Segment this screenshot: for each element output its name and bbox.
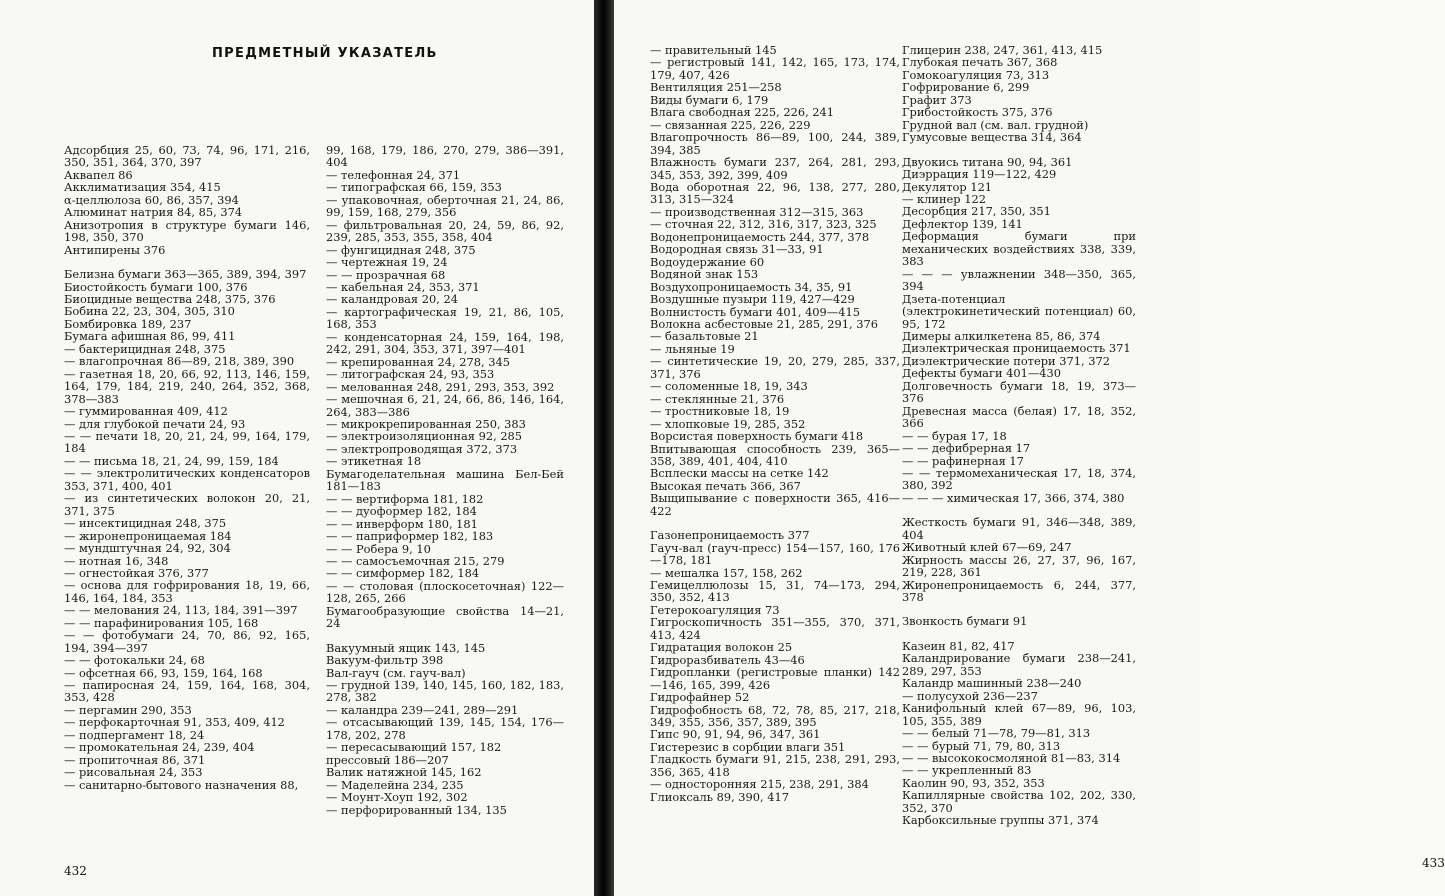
index-entry: Казеин 81, 82, 417 xyxy=(902,638,1015,653)
index-entry: Водородная связь 31—33, 91 xyxy=(650,242,824,257)
index-entry: — жиронепроницаемая 184 xyxy=(64,528,232,543)
index-entry: — производственная 312—315, 363 xyxy=(650,204,864,219)
index-entry: — газетная 18, 20, 66, 92, 113, 146, 159, 164, 179, 184, 219, 240, 264, 352, 368, 378—383 xyxy=(64,366,310,406)
index-entry: Водоудержание 60 xyxy=(650,254,765,269)
index-entry: — — прозрачная 68 xyxy=(326,267,446,282)
index-entry: — — столовая (плоскосеточная) 122—128, 265, 266 xyxy=(326,578,564,606)
index-entry: Гемицеллюлозы 15, 31, 74—173, 294, 350, 352, 413 xyxy=(650,578,900,605)
index-entry: — связанная 225, 226, 229 xyxy=(650,117,811,132)
index-entry: — огнестойкая 376, 377 xyxy=(64,565,209,580)
book-gutter xyxy=(594,0,614,896)
index-entry: — санитарно-бытового назначения 88, xyxy=(64,777,299,792)
index-entry: — телефонная 24, 371 xyxy=(326,167,461,182)
index-entry: — для глубокой печати 24, 93 xyxy=(64,416,246,431)
index-entry: — льняные 19 xyxy=(650,341,735,356)
index-entry: — пергамин 290, 353 xyxy=(64,702,192,717)
index-entry: — — — химическая 17, 366, 374, 380 xyxy=(902,490,1125,505)
index-entry: — основа для гофрирования 18, 19, 66, 146, 164, 184, 353 xyxy=(64,578,310,605)
index-entry: Десорбция 217, 350, 351 xyxy=(902,204,1051,219)
index-entry: Каолин 90, 93, 352, 353 xyxy=(902,775,1045,790)
index-entry: — стеклянные 21, 376 xyxy=(650,391,785,406)
index-entry: — чертежная 19, 24 xyxy=(326,255,448,270)
index-entry: — упаковочная, оберточная 21, 24, 86, 99, 159, 168, 279, 356 xyxy=(326,192,564,220)
index-entry: — — белый 71—78, 79—81, 313 xyxy=(902,726,1091,741)
index-entry: Бумагообразующие свойства 14—21, 24 xyxy=(326,603,564,631)
index-entry: Адсорбция 25, 60, 73, 74, 96, 171, 216, 350, 351, 364, 370, 397 xyxy=(64,143,310,170)
index-entry: — — высококосмоляной 81—83, 314 xyxy=(902,751,1121,766)
index-entry: Жиронепроницаемость 6, 244, 377, 378 xyxy=(902,577,1136,605)
left-page xyxy=(0,0,594,896)
index-entry: — офсетная 66, 93, 159, 164, 168 xyxy=(64,665,263,680)
index-entry: — синтетические 19, 20, 279, 285, 337, 371, 376 xyxy=(650,354,900,381)
index-entry: Глубокая печать 367, 368 xyxy=(902,55,1058,70)
index-entry: Вентиляция 251—258 xyxy=(650,80,782,95)
index-entry: — промокательная 24, 239, 404 xyxy=(64,740,255,755)
index-entry: Диэлектрическая проницаемость 371 xyxy=(902,341,1131,356)
index-entry: Валик натяжной 145, 162 xyxy=(326,765,482,780)
index-entry: — — Робера 9, 10 xyxy=(326,541,431,556)
index-entry: — — паприформер 182, 183 xyxy=(326,529,494,544)
index-entry: — Моунт-Хоуп 192, 302 xyxy=(326,790,468,805)
index-entry: — — дефибрерная 17 xyxy=(902,441,1031,456)
index-entry: — гуммированная 409, 412 xyxy=(64,404,228,419)
index-entry: — фунгицидная 248, 375 xyxy=(326,242,476,257)
index-entry: — микрокрепированная 250, 383 xyxy=(326,416,526,431)
index-entry: Гидроразбиватель 43—46 xyxy=(650,652,805,667)
index-entry: Древесная масса (белая) 17, 18, 352, 366 xyxy=(902,403,1136,431)
index-entry: — влагопрочная 86—89, 218, 389, 390 xyxy=(64,354,295,369)
index-entry: — Маделейна 234, 235 xyxy=(326,777,464,792)
index-entry: Гидратация волокон 25 xyxy=(650,640,793,655)
index-entry: Карбоксильные группы 371, 374 xyxy=(902,813,1099,828)
index-entry: — мешочная 6, 21, 24, 66, 86, 146, 164, 264, 383—386 xyxy=(326,392,564,419)
index-entry: Волнистость бумаги 401, 409—415 xyxy=(650,304,860,319)
index-entry: — инсектицидная 248, 375 xyxy=(64,516,227,531)
index-entry: Графит 373 xyxy=(902,92,972,107)
index-entry: — правительный 145 xyxy=(650,43,777,57)
index-entry: — электропроводящая 372, 373 xyxy=(326,441,518,456)
index-entry: — — укрепленный 83 xyxy=(902,763,1032,778)
index-entry: — мундштучная 24, 92, 304 xyxy=(64,541,231,556)
index-entry: Димеры алкилкетена 85, 86, 374 xyxy=(902,328,1101,343)
index-entry: Влажность бумаги 237, 264, 281, 293, 345, 353, 392, 399, 409 xyxy=(650,155,900,182)
index-entry: 99, 168, 179, 186, 270, 279, 386—391, 404 xyxy=(326,143,564,170)
index-entry: — полусухой 236—237 xyxy=(902,688,1038,703)
index-entry: Влагопрочность 86—89, 100, 244, 389, 394, 385 xyxy=(650,130,900,157)
index-entry: — мелованная 248, 291, 293, 353, 392 xyxy=(326,379,555,394)
index-entry: Гистерезис в сорбции влаги 351 xyxy=(650,739,846,754)
index-entry: Выщипывание с поверхности 365, 416—422 xyxy=(650,491,900,518)
index-entry: — перфокарточная 91, 353, 409, 412 xyxy=(64,715,285,730)
index-entry: Вал-гауч (см. гауч-вал) xyxy=(326,665,466,680)
index-entry: — крепированная 24, 278, 345 xyxy=(326,354,510,369)
index-entry: Волокна асбестовые 21, 285, 291, 376 xyxy=(650,316,879,331)
index-entry: — типографская 66, 159, 353 xyxy=(326,180,502,195)
index-entry: Алюминат натрия 84, 85, 374 xyxy=(64,205,243,220)
index-entry: — — бурый 71, 79, 80, 313 xyxy=(902,738,1061,753)
index-entry: — подпергамент 18, 24 xyxy=(64,727,205,742)
index-entry: — грудной 139, 140, 145, 160, 182, 183, 278, 382 xyxy=(326,678,564,705)
index-entry: Антипирены 376 xyxy=(64,242,166,257)
index-entry: — литографская 24, 93, 353 xyxy=(326,367,495,382)
index-entry: Каландрирование бумаги 238—241, 289, 297, 353 xyxy=(902,651,1136,678)
index-entry: Всплески массы на сетке 142 xyxy=(650,466,829,481)
index-entry: — односторонняя 215, 238, 291, 384 xyxy=(650,777,869,792)
index-entry: Высокая печать 366, 367 xyxy=(650,478,801,493)
index-entry: Грибостойкость 375, 376 xyxy=(902,105,1053,120)
index-entry: Каландр машинный 238—240 xyxy=(902,676,1082,691)
index-column-1 xyxy=(64,144,310,791)
index-entry: — — парафинирования 105, 168 xyxy=(64,615,259,630)
index-entry: — — мелования 24, 113, 184, 391—397 xyxy=(64,603,298,618)
index-entry: — пересасывающий 157, 182 xyxy=(326,740,502,755)
index-entry: Воздушные пузыри 119, 427—429 xyxy=(650,292,855,307)
index-entry: — каландра 239—241, 289—291 xyxy=(326,702,519,717)
index-entry: — сточная 22, 312, 316, 317, 323, 325 xyxy=(650,217,877,232)
index-entry: Впитывающая способность 239, 365—358, 389, 401, 404, 410 xyxy=(650,441,900,468)
index-entry: — электроизоляционная 92, 285 xyxy=(326,429,523,444)
index-entry: — — самосъемочная 215, 279 xyxy=(326,553,505,568)
index-entry: Гидрофобность 68, 72, 78, 85, 217, 218, 349, 355, 356, 357, 389, 395 xyxy=(650,702,900,730)
index-entry: — этикетная 18 xyxy=(326,454,422,469)
index-entry: — отсасывающий 139, 145, 154, 176—178, 202, 278 xyxy=(326,715,564,742)
index-entry: — перфорированный 134, 135 xyxy=(326,802,507,817)
index-entry: — картографическая 19, 21, 86, 105, 168, 353 xyxy=(326,304,564,332)
page-number-left: 432 xyxy=(64,864,87,878)
index-entry: Гипс 90, 91, 94, 96, 347, 361 xyxy=(650,727,821,742)
index-entry: Дефекты бумаги 401—430 xyxy=(902,366,1062,381)
index-entry: Животный клей 67—69, 247 xyxy=(902,540,1072,555)
index-entry: Дефлектор 139, 141 xyxy=(902,216,1023,231)
index-entry: — фильтровальная 20, 24, 59, 86, 92, 239, 285, 353, 355, 358, 404 xyxy=(326,217,564,245)
index-entry: — из синтетических волокон 20, 21, 371, 375 xyxy=(64,491,310,518)
index-entry: Глиоксаль 89, 390, 417 xyxy=(650,789,790,804)
index-entry: — — письма 18, 21, 24, 99, 159, 184 xyxy=(64,453,279,468)
index-entry: Вакуум-фильтр 398 xyxy=(326,653,444,668)
index-entry: Декулятор 121 xyxy=(902,179,993,194)
index-entry: Гумусовые вещества 314, 364 xyxy=(902,130,1082,145)
index-entry: Газонепроницаемость 377 xyxy=(650,528,810,543)
index-entry: Гофрирование 6, 299 xyxy=(902,80,1030,95)
index-entry: — регистровый 141, 142, 165, 173, 174, 179, 407, 426 xyxy=(650,55,900,82)
index-entry: Акклиматизация 354, 415 xyxy=(64,180,221,195)
index-entry: — конденсаторная 24, 159, 164, 198, 242, 291, 304, 353, 371, 397—401 xyxy=(326,329,564,357)
index-entry: Глицерин 238, 247, 361, 413, 415 xyxy=(902,43,1103,57)
index-entry: — — бурая 17, 18 xyxy=(902,428,1007,443)
index-entry: Деформация бумаги при механических воздействиях 338, 339, 383 xyxy=(902,229,1136,269)
index-entry: — нотная 16, 348 xyxy=(64,553,169,568)
index-entry: — папиросная 24, 159, 164, 168, 304, 353, 428 xyxy=(64,678,310,705)
index-entry: — базальтовые 21 xyxy=(650,329,759,344)
index-entry: — — симформер 182, 184 xyxy=(326,566,480,581)
index-entry: — — рафинерная 17 xyxy=(902,453,1024,468)
index-entry: Диэррация 119—122, 429 xyxy=(902,167,1057,182)
index-entry: Капиллярные свойства 102, 202, 330, 352, 370 xyxy=(902,788,1136,815)
index-entry: Гидропланки (регистровые планки) 142—146, 165, 399, 426 xyxy=(650,665,900,692)
index-entry: Гауч-вал (гауч-пресс) 154—157, 160, 176—178, 181 xyxy=(650,540,900,568)
index-entry: Звонкость бумаги 91 xyxy=(902,614,1028,629)
index-entry: — мешалка 157, 158, 262 xyxy=(650,565,803,580)
index-entry: Бобина 22, 23, 304, 305, 310 xyxy=(64,304,235,319)
index-entry: — — электролитических конденсаторов 353, 371, 400, 401 xyxy=(64,466,310,493)
index-entry: Диэлектрические потери 371, 372 xyxy=(902,353,1110,368)
index-entry: Бумагоделательная машина Бел-Бей 181—183 xyxy=(326,466,564,494)
index-entry: — тростниковые 18, 19 xyxy=(650,404,790,419)
index-entry: Гетерокоагуляция 73 xyxy=(650,602,780,617)
index-entry: — каландровая 20, 24 xyxy=(326,292,458,307)
page-number-right: 433 xyxy=(1422,856,1445,870)
section-gap xyxy=(326,630,564,642)
index-entry: Жесткость бумаги 91, 346—348, 389, 404 xyxy=(902,515,1136,542)
index-entry: Гладкость бумаги 91, 215, 238, 291, 293, 356, 365, 418 xyxy=(650,752,900,779)
index-entry: — — термомеханическая 17, 18, 374, 380, 392 xyxy=(902,465,1136,493)
index-entry: — рисовальная 24, 353 xyxy=(64,765,203,780)
index-entry: Биостойкость бумаги 100, 376 xyxy=(64,279,248,294)
index-entry: — бактерицидная 248, 375 xyxy=(64,341,226,356)
index-entry: Водонепроницаемость 244, 377, 378 xyxy=(650,229,870,244)
index-entry: Биоцидные вещества 248, 375, 376 xyxy=(64,291,276,306)
index-entry: Влага свободная 225, 226, 241 xyxy=(650,105,835,120)
index-entry: — — вертиформа 181, 182 xyxy=(326,491,484,506)
index-entry: прессовый 186—207 xyxy=(326,752,449,767)
right-page xyxy=(614,0,1445,896)
index-entry: — клинер 122 xyxy=(902,191,986,206)
section-gap xyxy=(902,144,1136,156)
index-entry: Двуокись титана 90, 94, 361 xyxy=(902,154,1073,169)
index-entry: Жирность массы 26, 27, 37, 96, 167, 219, 228, 361 xyxy=(902,552,1136,580)
index-entry: Ворсистая поверхность бумаги 418 xyxy=(650,429,864,444)
index-entry: — — инверформ 180, 181 xyxy=(326,516,478,531)
page-title: ПРЕДМЕТНЫЙ УКАЗАТЕЛЬ xyxy=(212,46,438,61)
index-entry: — пропиточная 86, 371 xyxy=(64,752,206,767)
index-entry: Гомокоагуляция 73, 313 xyxy=(902,67,1050,82)
index-entry: Долговечность бумаги 18, 19, 373—376 xyxy=(902,378,1136,406)
index-entry: Вакуумный ящик 143, 145 xyxy=(326,640,486,655)
index-column-3 xyxy=(650,44,900,803)
index-entry: Дзета-потенциал (электрокинетический потенциал) 60, 95, 172 xyxy=(902,291,1136,331)
index-column-2 xyxy=(326,144,564,816)
index-entry: Виды бумаги 6, 179 xyxy=(650,92,769,107)
index-entry: — — фотобумаги 24, 70, 86, 92, 165, 194, 394—397 xyxy=(64,628,310,655)
index-entry: Грудной вал (см. вал. грудной) xyxy=(902,117,1089,132)
index-entry: — — дуоформер 182, 184 xyxy=(326,504,477,519)
index-entry: Вода оборотная 22, 96, 138, 277, 280, 313, 315—324 xyxy=(650,179,900,207)
index-entry: Анизотропия в структуре бумаги 146, 198, 350, 370 xyxy=(64,217,310,245)
index-entry: — — печати 18, 20, 21, 24, 99, 164, 179, 184 xyxy=(64,428,310,456)
index-entry: Воздухопроницаемость 34, 35, 91 xyxy=(650,279,853,294)
index-entry: — хлопковые 19, 285, 352 xyxy=(650,416,806,431)
index-entry: Водяной знак 153 xyxy=(650,267,759,282)
index-entry: — соломенные 18, 19, 343 xyxy=(650,379,808,394)
index-entry: Бомбировка 189, 237 xyxy=(64,316,192,331)
index-entry: — — фотокальки 24, 68 xyxy=(64,653,205,668)
index-entry: Канифольный клей 67—89, 96, 103, 105, 355, 389 xyxy=(902,701,1136,728)
index-entry: Гидрофайнер 52 xyxy=(650,690,750,705)
index-entry: Аквапел 86 xyxy=(64,167,133,182)
index-entry: α-целлюлоза 60, 86, 357, 394 xyxy=(64,192,239,207)
index-entry: Гигроскопичность 351—355, 370, 371, 413, 424 xyxy=(650,615,900,642)
index-entry: — кабельная 24, 353, 371 xyxy=(326,279,480,294)
index-entry: Бумага афишная 86, 99, 411 xyxy=(64,329,236,344)
index-entry: Белизна бумаги 363—365, 389, 394, 397 xyxy=(64,267,307,282)
index-entry: — — — увлажнении 348—350, 365, 394 xyxy=(902,266,1136,294)
index-column-4 xyxy=(902,44,1136,827)
